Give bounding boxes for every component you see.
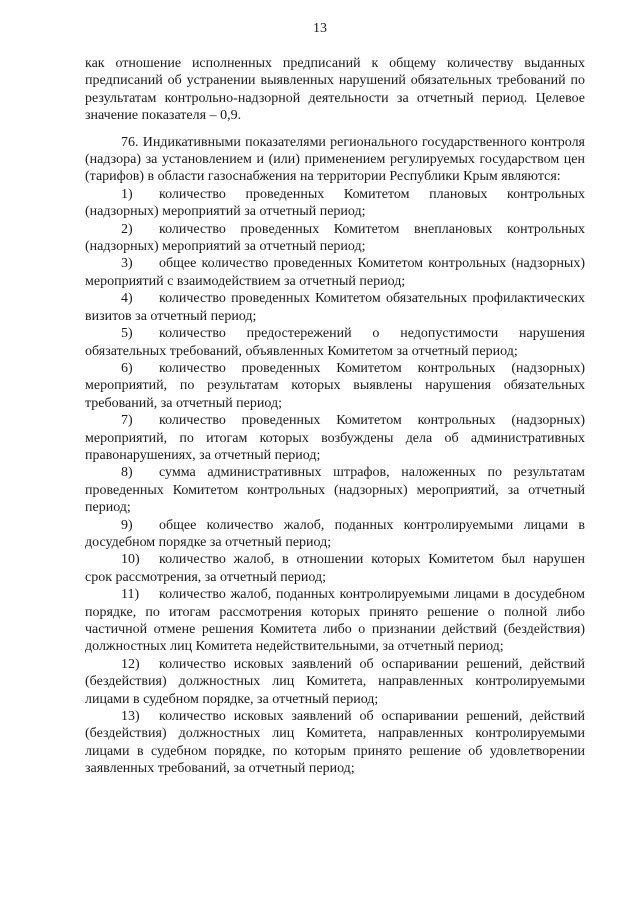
list-item-text: сумма административных штрафов, наложенных по результатам проведенных Комитетом контрольных (надзорных) мероприятий, за отчетный период;	[85, 465, 585, 516]
list-item	[85, 656, 585, 708]
list-item	[85, 464, 585, 516]
list-item-text: количество проведенных Комитетом контрольных (надзорных) мероприятий, по итогам которых возбуждены дела об административных правонарушениях, за отчетный период;	[85, 413, 585, 463]
list-item-text: количество жалоб, в отношении которых Комитетом был нарушен срок рассмотрения, за отчетный период;	[85, 552, 585, 585]
list-item-number: 8)	[121, 465, 133, 481]
list-item	[85, 586, 585, 656]
paragraph-gap	[85, 125, 585, 134]
list-item-text: количество исковых заявлений об оспаривании решений, действий (бездействия) должностных лиц Комитета, направленных контролируемыми лицами в судебном порядке, за отчетный период;	[85, 656, 585, 707]
list-item-text: количество предостережений о недопустимости нарушения обязательных требований, объявленных Комитетом за отчетный период;	[85, 326, 585, 359]
list-item	[85, 551, 585, 586]
indicator-list	[85, 186, 585, 778]
list-item-number: 12)	[121, 656, 140, 672]
list-item-text: количество жалоб, поданных контролируемыми лицами в досудебном порядке, по итогам рассмотрения которых принято решение о полной либо частичной отмене решения Комитета либо о признании действий (бездействия) должностных лиц Комитета недействительными, за отчетный период;	[85, 587, 585, 655]
list-item	[85, 290, 585, 325]
list-item-number: 5)	[121, 326, 133, 342]
list-item	[85, 517, 585, 552]
list-item	[85, 325, 585, 360]
list-item-text: количество исковых заявлений об оспаривании решений, действий (бездействия) должностных лиц Комитета, направленных контролируемыми лицами в судебном порядке, по которым принято решение об удовлетворении заявленных требований, за отчетный период;	[85, 709, 585, 777]
list-item-number: 3)	[121, 256, 133, 272]
list-item-number: 4)	[121, 291, 133, 307]
list-item	[85, 412, 585, 464]
list-item-number: 7)	[121, 413, 133, 429]
list-item-text: количество проведенных Комитетом плановых контрольных (надзорных) мероприятий за отчетный период;	[85, 186, 585, 220]
list-item-number: 11)	[121, 587, 140, 603]
list-item-number: 13)	[121, 709, 140, 725]
list-item-text: общее количество жалоб, поданных контролируемыми лицами в досудебном порядке за отчетный период;	[85, 517, 585, 550]
list-item	[85, 221, 585, 256]
list-item-text: количество проведенных Комитетом внеплановых контрольных (надзорных) мероприятий за отчетный период;	[85, 221, 585, 255]
list-item	[85, 708, 585, 778]
intro-paragraph: как отношение исполненных предписаний к общему количеству выданных предписаний об устранении выявленных нарушений обязательных требований по результатам контрольно-надзорной деятельности за отчетный период. Целевое значение показателя – 0,9.	[85, 56, 585, 124]
list-item-number: 2)	[121, 221, 133, 237]
list-item	[85, 255, 585, 290]
list-item-text: общее количество проведенных Комитетом контрольных (надзорных) мероприятий с взаимодействием за отчетный период;	[85, 256, 585, 289]
list-item-text: количество проведенных Комитетом обязательных профилактических визитов за отчетный период;	[85, 291, 585, 324]
list-item-text: количество проведенных Комитетом контрольных (надзорных) мероприятий, по результатам которых выявлены нарушения обязательных требований, за отчетный период;	[85, 360, 585, 411]
page-number: 13	[313, 21, 327, 36]
list-item-number: 10)	[121, 552, 140, 568]
section-76-heading: 76. Индикативными показателями регионального государственного контроля (надзора) за установлением и (или) применением регулируемых государством цен (тарифов) в области газоснабжения на территории Республики Крым являются:	[85, 134, 585, 185]
list-item-number: 9)	[121, 517, 133, 533]
list-item-number: 6)	[121, 360, 133, 376]
list-item	[85, 186, 585, 221]
list-item	[85, 360, 585, 412]
list-item-number: 1)	[121, 186, 133, 202]
document-body	[85, 55, 585, 778]
